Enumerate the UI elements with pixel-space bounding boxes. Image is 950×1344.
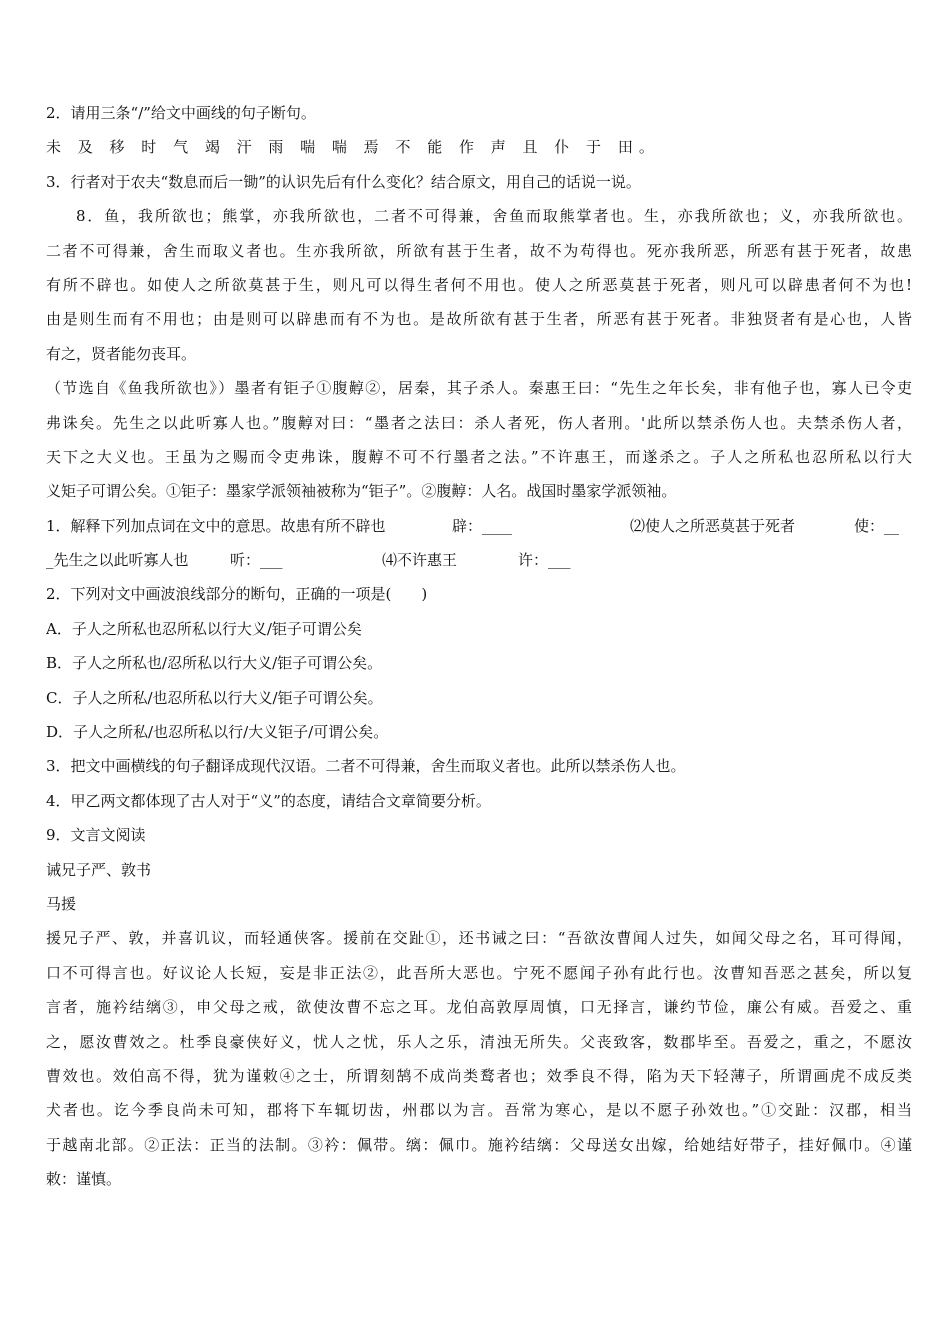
s9-passage-line: 言者，施衿结缡③，申父母之戒，欲使汝曹不忘之耳。龙伯高敦厚周慎，口无择言，谦约节俭，廉公有威。吾爱之、重 [46, 998, 912, 1017]
s9-passage-line: 犬者也。讫今季良尚未可知，郡将下车辄切齿，州郡以为言。吾常为寒心，是以不愿子孙效也。”①交趾：汉郡，相当 [46, 1101, 912, 1120]
passage-a-line: 有之，贤者能勿丧耳。 [46, 344, 197, 363]
s9-passage-line: 援兄子严、敦，并喜讥议，而轻通侠客。援前在交趾①，还书诫之曰：“吾欲汝曹闻人过失，如闻父母之名，耳可得闻， [46, 929, 912, 948]
s1-question-3: 3．行者对于农夫“数息而后一锄”的认识先后有什么变化？结合原文，用自己的话说一说。 [46, 172, 641, 191]
q1-item4: ⑷不许惠王 [382, 551, 458, 570]
q1-item4-blank: 许：___ [518, 551, 571, 570]
option-b: B．子人之所私也/忍所私以行大义/钜子可谓公矣。 [46, 654, 383, 673]
s8-question-2: 2．下列对文中画波浪线部分的断句，正确的一项是( ) [46, 585, 428, 604]
q1-intro: 1．解释下列加点词在文中的意思。故患有所不辟也 [46, 516, 386, 535]
passage-a-line: 8．鱼，我所欲也；熊掌，亦我所欲也，二者不可得兼，舍鱼而取熊掌者也。生，亦我所欲也；义，亦我所欲也。 [76, 207, 912, 226]
s9-passage-line: 曹效也。效伯高不得，犹为谨敕④之士，所谓刻鹄不成尚类鹜者也；效季良不得，陷为天下轻薄子，所谓画虎不成反类 [46, 1066, 912, 1085]
s8-question-1-row2 [46, 543, 912, 577]
s9-passage-line: 于越南北部。②正法：正当的法制。③衿：佩带。缡：佩巾。施衿结缡：父母送女出嫁，给她结好带子，挂好佩巾。④谨 [46, 1135, 912, 1154]
s9-passage-line: 之，愿汝曹效之。杜季良豪侠好义，忧人之忧，乐人之乐，清浊无所失。父丧致客，数郡毕至。吾爱之，重之，不愿汝 [46, 1032, 912, 1051]
passage-b-line: 天下之大义也。王虽为之赐而令吏弗诛，腹䵍不可不行墨者之法。”不许惠王，而遂杀之。子人之所私也忍所私以行大 [46, 447, 912, 466]
option-a: A．子人之所私也忍所私以行大义/钜子可谓公矣 [46, 619, 362, 638]
passage-a-line: 由是则生而有不用也；由是则可以辟患而有不为也。是故所欲有甚于生者，所恶有甚于死者。非独贤者有是心也，人皆 [46, 310, 912, 329]
s1-sentence-to-punctuate: 未 及 移 时 气 竭 汗 雨 喘 喘 焉 不 能 作 声 且 仆 于 田。 [46, 138, 660, 157]
passage-b-line: 义矩子可谓公矣。①钜子：墨家学派领袖被称为“钜子”。②腹䵍：人名。战国时墨家学派领袖。 [46, 482, 677, 501]
s8-question-4: 4．甲乙两文都体现了古人对于“义”的态度，请结合文章简要分析。 [46, 791, 491, 810]
s8-question-3: 3．把文中画横线的句子翻译成现代汉语。二者不可得兼，舍生而取义者也。此所以禁杀伤人也。 [46, 757, 686, 776]
q1-item1: 辟：____ [452, 516, 513, 535]
s8-question-1-row1 [46, 509, 912, 543]
q1-item3-blank: 听：___ [230, 551, 283, 570]
passage-b-line: （节选自《鱼我所欲也》）墨者有钜子①腹䵍②，居秦，其子杀人。秦惠王曰：“先生之年长矣，非有他子也，寡人已令吏 [46, 379, 912, 398]
passage-a-line: 二者不可得兼，舍生而取义者也。生亦我所欲，所欲有甚于生者，故不为苟得也。死亦我所恶，所恶有甚于死者，故患 [46, 241, 912, 260]
document-page [46, 96, 912, 1197]
s9-passage-line: 敕：谨慎。 [46, 1170, 122, 1189]
option-d: D．子人之所私/也忍所私以行/大义钜子/可谓公矣。 [46, 723, 389, 742]
passage-b-line: 弗诛矣。先生之以此听寡人也。”腹䵍对曰：“墨者之法曰：杀人者死，伤人者刑。'此所以禁杀伤人也。夫禁杀伤人者， [46, 413, 912, 432]
option-c: C．子人之所私/也忍所私以行大义/钜子可谓公矣。 [46, 688, 383, 707]
s9-heading: 9．文言文阅读 [46, 826, 146, 845]
q1-item3: _先生之以此听寡人也 [46, 551, 189, 570]
passage-a-line: 有所不辟也。如使人之所欲莫甚于生，则凡可以得生者何不用也。使人之所恶莫甚于死者，则凡可以辟患者何不为也! [46, 275, 912, 294]
s9-title: 诫兄子严、敦书 [46, 860, 152, 879]
s9-passage-line: 口不可得言也。好议论人长短，妄是非正法②，此吾所大恶也。宁死不愿闻子孙有此行也。汝曹知吾恶之甚矣，所以复 [46, 963, 912, 982]
s1-question-2: 2．请用三条“/”给文中画线的句子断句。 [46, 104, 316, 122]
q1-item2: ⑵使人之所恶莫甚于死者 [630, 516, 796, 535]
q1-item2-blank: 使：__ [854, 516, 900, 535]
s9-author: 马援 [46, 894, 77, 913]
